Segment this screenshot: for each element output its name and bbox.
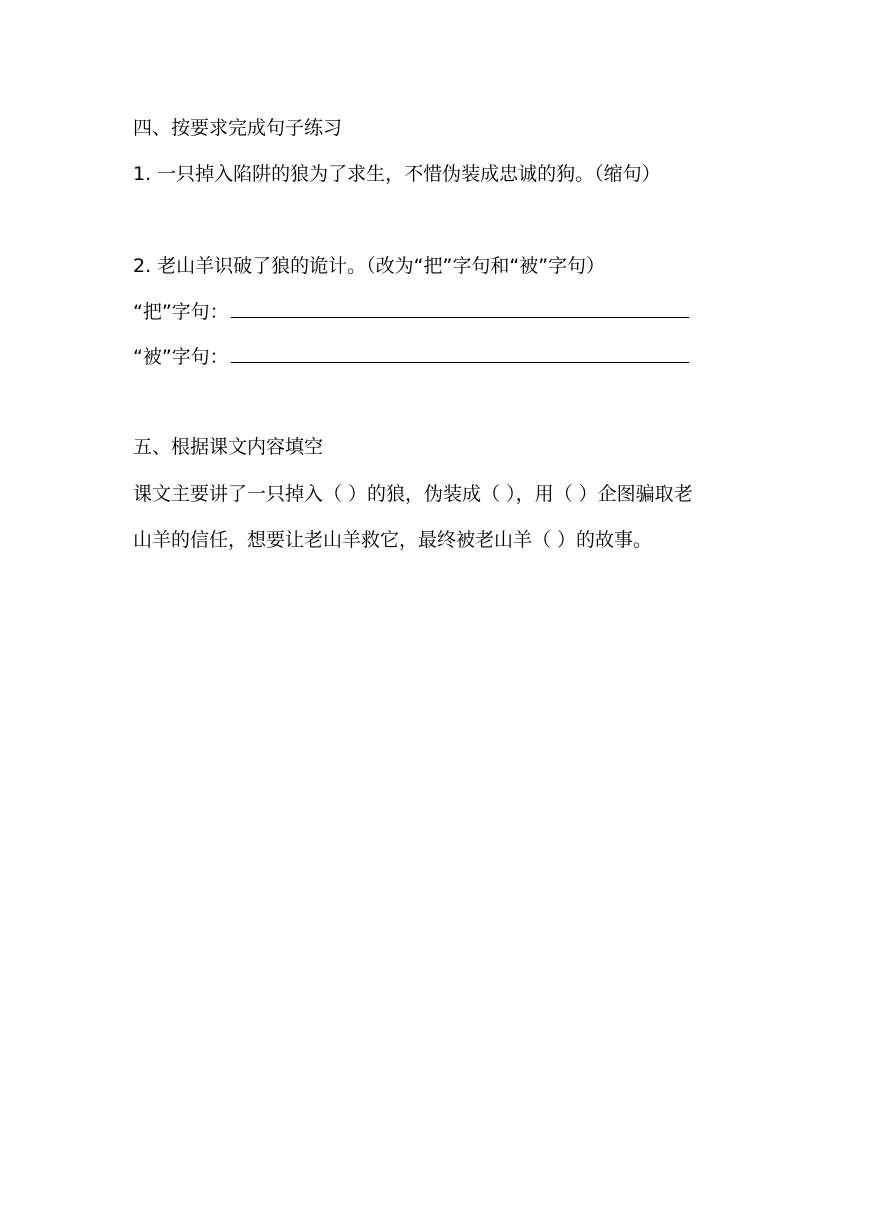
fill-blank-line-1: 课文主要讲了一只掉入（ ）的狼，伪装成（ ），用（ ）企图骗取老 <box>133 483 693 505</box>
bei-sentence-answer-line[interactable] <box>231 361 689 363</box>
ba-sentence-answer-line[interactable] <box>231 316 689 318</box>
fill-blank-line-2: 山羊的信任，想要让老山羊救它，最终被老山羊（ ）的故事。 <box>133 529 653 551</box>
question-1-text: 1. 一只掉入陷阱的狼为了求生，不惜伪装成忠诚的狗。（缩句） <box>133 163 661 185</box>
ba-sentence-label: “把”字句： <box>133 301 229 323</box>
bei-sentence-label: “被”字句： <box>133 346 229 368</box>
ba-sentence-row <box>133 299 689 325</box>
section-5-heading: 五、根据课文内容填空 <box>133 436 324 458</box>
bei-sentence-row <box>133 344 689 370</box>
section-4-heading: 四、按要求完成句子练习 <box>133 117 343 139</box>
question-2-text: 2. 老山羊识破了狼的诡计。（改为“把”字句和“被”字句） <box>133 255 606 277</box>
